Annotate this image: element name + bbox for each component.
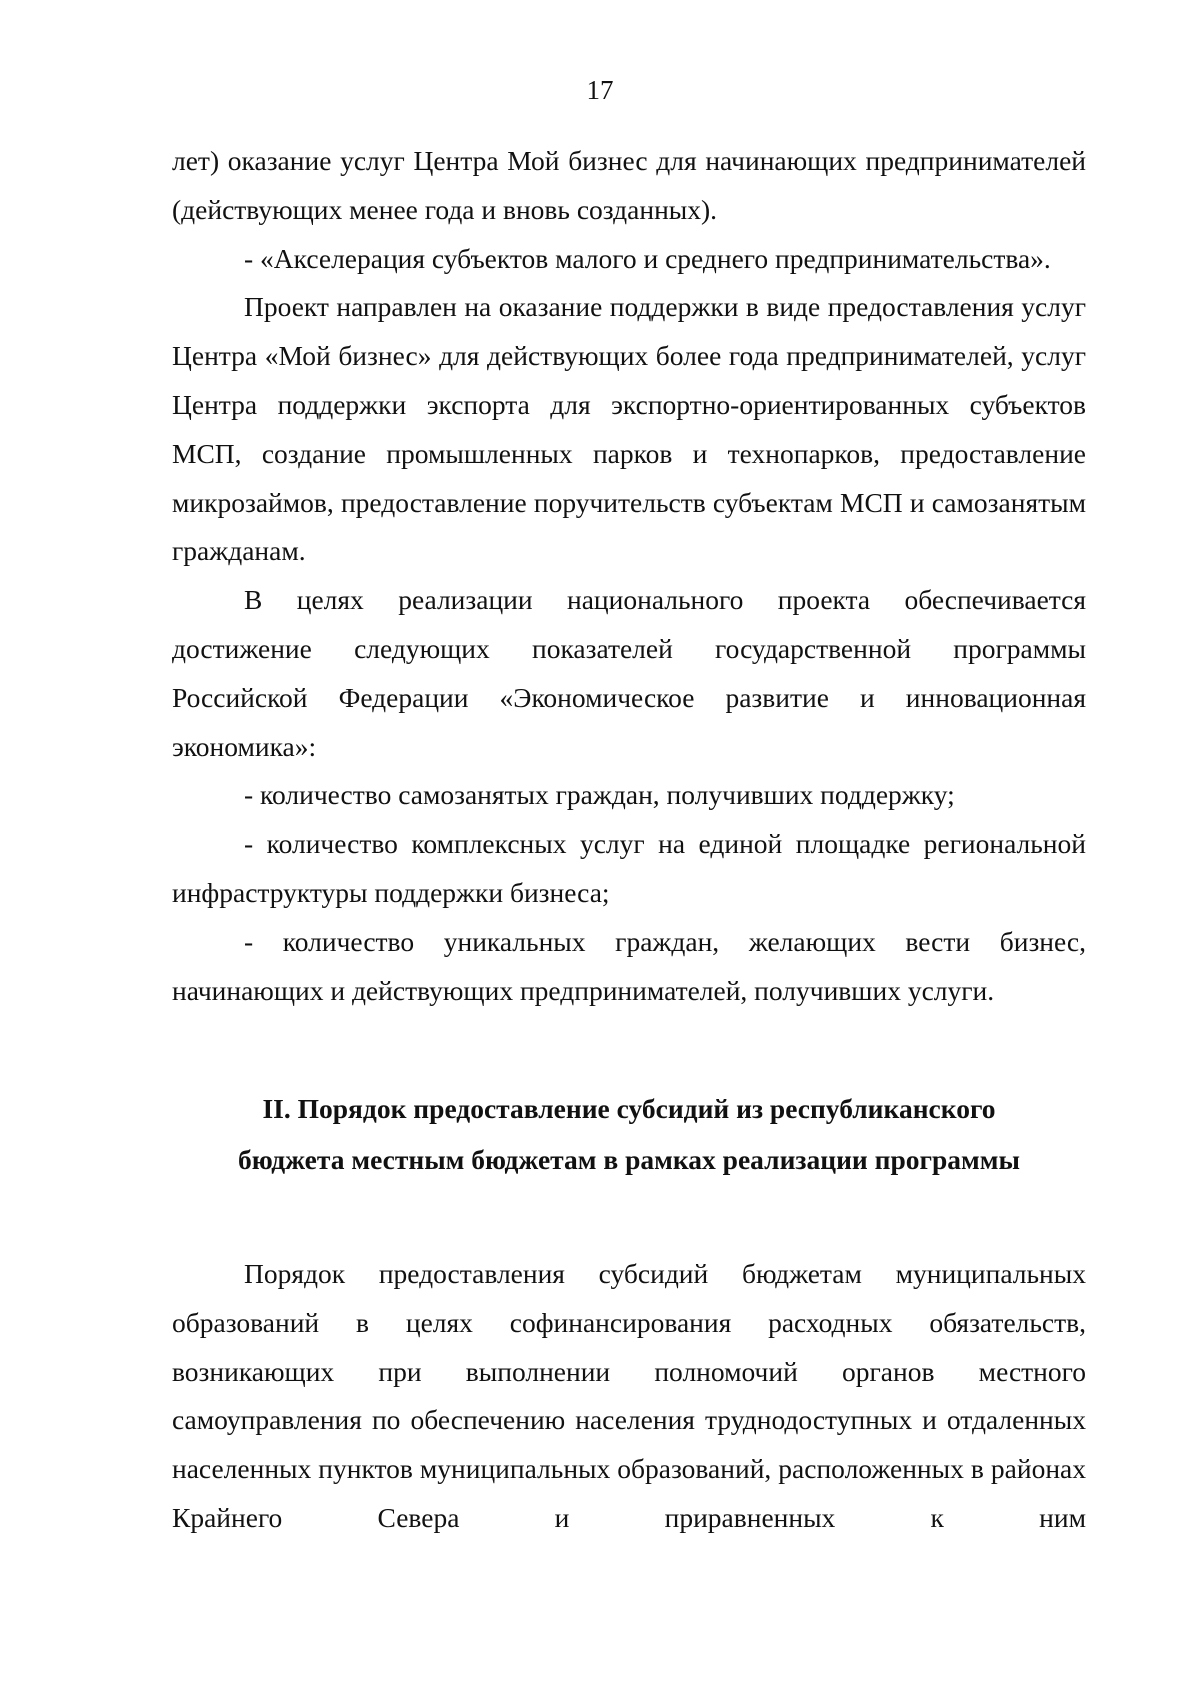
page-number: 17 [586,75,614,105]
list-item-self-employed: - количество самозанятых граждан, получивших поддержку; [244,779,955,811]
body-text-upper [172,137,1086,1015]
list-item-unique-citizens: - количество уникальных граждан, желающих вести бизнес, начинающих и действующих предпринимателей, получивших услуги. [172,925,1086,1006]
paragraph-subsidy-procedure: Порядок предоставления субсидий бюджетам муниципальных образований в целях софинансирования расходных обязательств, возникающих при выполнении полномочий органов местного самоуправления по обеспечению населения труднодоступных и отдаленных населенных пунктов муниципальных образований, расположенных в районах Крайнего Севера и приравненных к ним [172,1258,1086,1533]
paragraph-indicators-intro: В целях реализации национального проекта обеспечивается достижение следующих показателей государственной программы Российской Федерации «Экономическое развитие и инновационная экономика»: [172,584,1086,762]
section-heading-line-2: бюджета местным бюджетам в рамках реализации программы [238,1144,1020,1175]
section-heading-line-1: II. Порядок предоставление субсидий из республиканского [262,1093,996,1124]
section-heading [172,1083,1086,1185]
list-item-complex-services: - количество комплексных услуг на единой площадке региональной инфраструктуры поддержки бизнеса; [172,828,1086,908]
paragraph-acceleration-item: - «Акселерация субъектов малого и среднего предпринимательства». [244,242,1051,274]
paragraph-continuation: лет) оказание услуг Центра Мой бизнес для начинающих предпринимателей (действующих менее года и вновь созданных). [172,145,1086,225]
paragraph-project-description: Проект направлен на оказание поддержки в виде предоставления услуг Центра «Мой бизнес» для действующих более года предпринимателей, услуг Центра поддержки экспорта для экспортно-ориентированных субъектов МСП, создание промышленных парков и технопарков, предоставление микрозаймов, предоставление поручительств субъектам МСП и самозанятым гражданам. [172,291,1086,567]
body-text-lower [172,1250,1086,1543]
